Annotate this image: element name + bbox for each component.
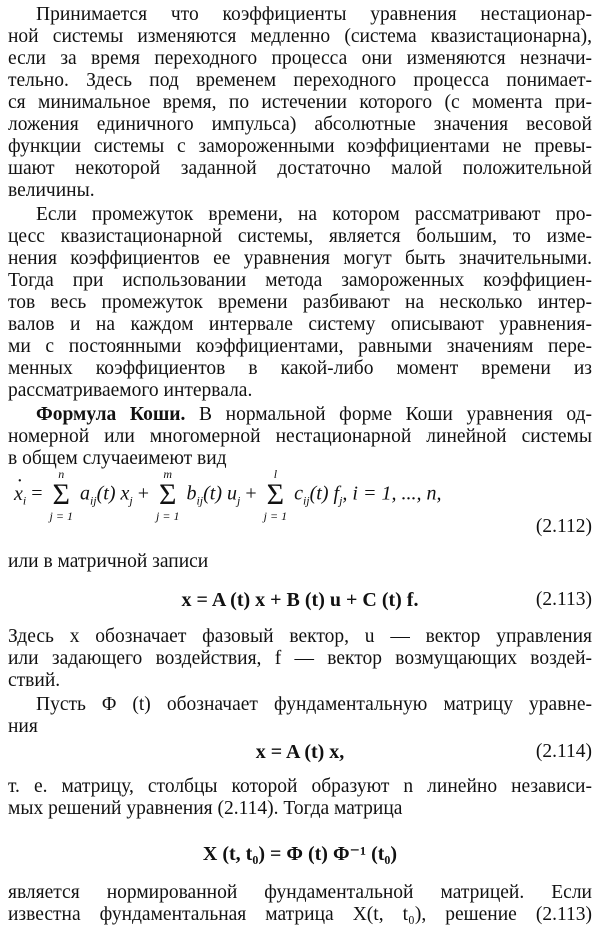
eq-term: (t) u: [203, 482, 238, 505]
text-line: т. е. матрицу, столбцы которой образуют n линейно независи-: [8, 776, 592, 797]
text-line: номерной или многомерной нестационарной линейной системы: [8, 426, 592, 447]
text-line: ствий.: [8, 670, 61, 691]
text-line: менных коэффициентов в какой-либо момент времени из: [8, 358, 592, 379]
sum-sign: m Σ j = 1: [156, 467, 180, 523]
equation-2-113: x = A (t) x + B (t) u + C (t) f.: [181, 589, 419, 611]
sum-lower: j = 1: [156, 509, 180, 523]
text-line: является нормированной фундаментальной матрицей. Если: [8, 882, 592, 903]
text-line: Здесь x обозначает фазовый вектор, u — вектор управления: [8, 626, 592, 647]
eq-term: b: [186, 482, 197, 505]
text-line: или в матричной записи: [8, 551, 209, 572]
sum-sign: l Σ j = 1: [263, 467, 288, 523]
eq-lhs: · x: [14, 483, 23, 505]
text-line: или задающего воздействия, f — вектор возмущающих воздей-: [8, 648, 592, 669]
eq-sub: j: [339, 493, 343, 508]
eq-sub: ij: [196, 493, 204, 508]
text-line: в общем случаеимеют вид: [8, 448, 227, 469]
text-line: Принимается что коэффициенты уравнения нестационар-: [36, 4, 592, 25]
equation-number: (2.113): [535, 589, 592, 610]
text-line: Пусть Φ (t) обозначает фундаментальную матрицу уравне-: [36, 694, 592, 715]
text-line: тов весь промежуток времени разбивают на несколько интер-: [8, 292, 592, 313]
sum-upper: m: [163, 467, 173, 481]
text-line: ложения единичного импульса) абсолютные значения весовой: [8, 114, 592, 135]
eq-term: (t) f: [309, 482, 340, 505]
text-line: величины.: [8, 180, 95, 201]
eq-sub: j: [129, 493, 133, 508]
text-line: шают некоторой заданной достаточно малой положительной: [8, 158, 592, 179]
text-line: цесс квазистационарной системы, является большим, то изме-: [8, 226, 592, 247]
text-line: тельно. Здесь под временем переходного процесса понимает-: [8, 70, 592, 91]
text-line: мых решений уравнения (2.114). Тогда матрица: [8, 798, 403, 819]
eq-sub: i: [22, 493, 27, 508]
sum-upper: n: [58, 467, 65, 481]
equation-2-112: · $x_i$ = n Σ j = 1 $a_{ij}(t) x_j$ + m Σ j = 1 $b_{ij}(t) u_j$ + l Σ j = 1 $c_{ij}(t)$ $f_j$, i = 1, ..., n,: [14, 468, 574, 522]
equation-normalized-matrix: X (t, t₀) = Φ (t) Φ⁻¹ (t₀): [202, 843, 398, 865]
text-line: ся минимальное время, по истечении которого (с момента при-: [8, 92, 592, 113]
eq-term: c: [294, 482, 303, 505]
equation-2-114: x = A (t) x,: [255, 741, 345, 763]
text-line: ной системы изменяются медленно (система квазистационарна),: [8, 26, 592, 47]
text-line: Тогда при использовании метода замороженных коэффициен-: [8, 270, 592, 291]
eq-sub: j: [237, 493, 241, 508]
sum-lower: j = 1: [49, 509, 73, 523]
equation-number: (2.112): [535, 516, 592, 537]
text-line: нения коэффициентов ее уравнения могут быть значительными.: [8, 248, 592, 269]
eq-term: a: [79, 482, 90, 505]
text-line: рассматриваемого интервала.: [8, 380, 253, 401]
eq-sub: ij: [89, 493, 97, 508]
eq-term: , i = 1, ..., n,: [342, 482, 442, 505]
text-line: известна фундаментальная матрица X(t, t₀), решение (2.113): [8, 904, 592, 925]
sum-sign: n Σ j = 1: [49, 467, 73, 523]
text-line: функции системы с замороженными коэффициентами не превы-: [8, 136, 592, 157]
sum-lower: j = 1: [263, 509, 288, 523]
eq-term: (t) x: [96, 482, 130, 505]
text-line: [36, 404, 592, 426]
eq-sub: ij: [302, 493, 310, 508]
text-line: валов и на каждом интервале систему описывают уравнения-: [8, 314, 592, 335]
text-line: Если промежуток времени, на котором рассматривают про-: [36, 204, 592, 225]
text-line: ния: [8, 716, 38, 737]
sum-upper: l: [273, 467, 278, 481]
text-span: В нормальной форме Коши уравнения од-: [185, 404, 592, 425]
text-line: если за время переходного процесса они изменяются незначи-: [8, 48, 592, 69]
text-line: ми с постоянными коэффициентами, равными значениям пере-: [8, 336, 592, 357]
equation-number: (2.114): [535, 741, 592, 762]
section-heading: Формула Коши.: [36, 404, 186, 425]
